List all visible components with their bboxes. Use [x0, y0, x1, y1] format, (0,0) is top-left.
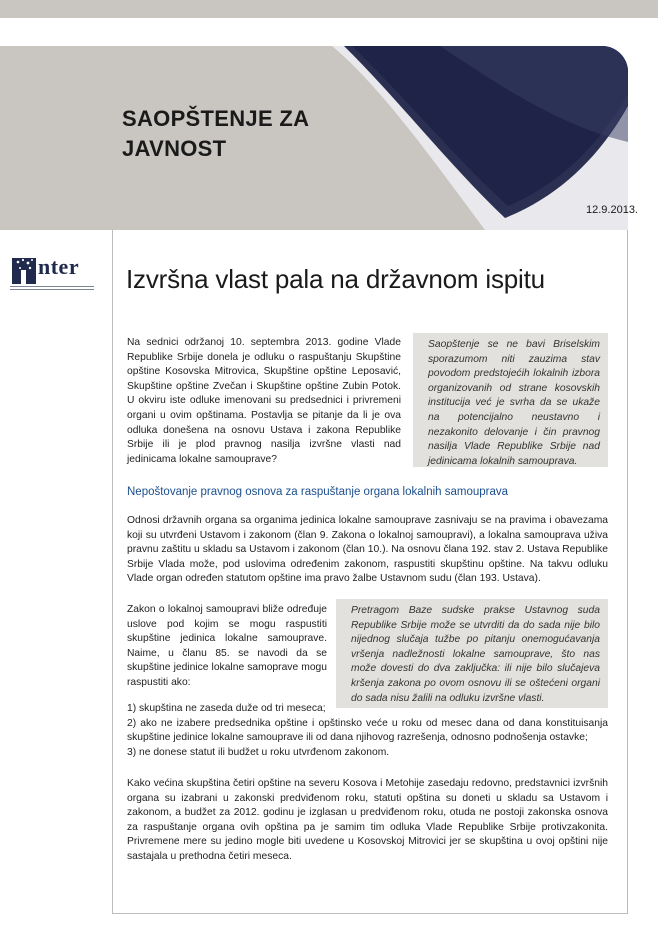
- conditions-list: [127, 702, 608, 760]
- list-item: 1) skupština ne zaseda duže od tri meseca;: [127, 703, 326, 714]
- list-item: 3) ne donese statut ili budžet u roku utvrđenom zakonom.: [127, 746, 390, 758]
- callout-box-case-law: Pretragom Baze sudske prakse Ustavnog suda Republike Srbije može se utvrditi da do sada nije bilo nijednog slučaja tužbe po pitanju onemogućavanja vršenja nadležnosti lokalne samouprave, što nas može dovesti do dva zaključka: ili nije bilo slučajeva kršenja zakona po ovom osnovu ili se oštećeni organi do sada nisu žalili na odluku izvršne vlasti.: [336, 599, 608, 708]
- list-item: 2) ako ne izabere predsednika opštine i opštinsko veće u roku od mesec dana od dana konstituisanja skupštine jedinice lokalne samouprave ili od dana njihovog razrešenja, odnosno podnošenja ostavke;: [127, 717, 608, 744]
- title-line-1: SAOPŠTENJE ZA: [122, 106, 310, 131]
- legal-basis-paragraph: Odnosi državnih organa sa organima jedinica lokalne samouprave zasnivaju se na pravima i obavezama koji su utvrđeni Ustavom i zakonom (član 9. Zakona o lokalnoj samoupravi), a lokalna samouprava uživa pravnu zaštitu u skladu sa Ustavom i zakonom (član 10.). Na osnovu člana 192. stav 2. Ustava Republike Srbije Vlada može, pod uslovima određenim zakonom, raspustiti skupštinu opštine. Na takvu odluku Vlade organ određen statutom opštine ima pravo žalbe Ustavnom sudu (član 193. Ustava).: [127, 515, 608, 585]
- conditions-intro-paragraph: Zakon o lokalnoj samoupravi bliže određuje uslove pod kojim se mogu raspustiti skupštine jedinica lokalne samouprave. Naime, u članu 85. se navodi da se skupštine jedinice lokalne samoprave mogu raspustiti ako:: [127, 604, 327, 688]
- document-type-title: [122, 104, 352, 164]
- title-line-2: JAVNOST: [122, 136, 227, 161]
- section-subheading: Nepoštovanje pravnog osnova za raspuštanje organa lokalnih samouprava: [127, 486, 509, 498]
- header-band: [0, 46, 628, 230]
- conclusion-paragraph: Kako većina skupština četiri opštine na severu Kosova i Metohije zasedaju redovno, predstavnici izvršnih organa su izabrani u zakonski predviđenom roku, statuti opština su doneti u skladu sa Ustavom i zakonom, a budžet za 2012. godinu je izglasan u predviđenom roku, otuda ne postoji zakonska osnova za raspuštanje organa ovih opština pa je samim tim odluka Vlade Republike Srbije protivzakonita. Privremene mere su jedino mogle biti uvedene u Kosovskoj Mitrovici jer se skupština u ovoj opštini nije sastajala u prethodna četiri meseca.: [127, 778, 608, 862]
- publication-date: 12.9.2013.: [586, 204, 638, 216]
- article-headline: Izvršna vlast pala na državnom ispitu: [126, 264, 545, 294]
- inter-logo: [10, 252, 94, 296]
- logo-wordmark: nter: [38, 254, 80, 279]
- callout-box-disclaimer: Saopštenje se ne bavi Briselskim sporazumom niti zauzima stav povodom predstojećih lokalnih izbora organizovanih od strane kosovskih institucija već je svrha da se ukaže na potencijalno neustavno i nezakonito delovanje i čin pravnog nasilja Vlade Republike Srbije nad jedinicama lokalnih samouprava.: [413, 333, 608, 467]
- logo-tagline-rule: [10, 286, 94, 290]
- top-bar: [0, 0, 658, 18]
- intro-paragraph: Na sednici održanoj 10. septembra 2013. godine Vlade Republike Srbije donela je odluku o raspuštanju Skupštine opštine Kosovska Mitrovica, Skupštine opštine Leposavić, Skupštine opštine Zvečan i Skupštine opštine Zubin Potok. U okviru iste odluke imenovani su predsednici i privremeni organi u ovim opštinama. Postavlja se pitanje da li je ova odluka donešena na osnovu Ustava i zakona Republike Srbije ili je plod pravnog nasilja izvršne vlasti nad jedinicama lokalne samouprave?: [127, 337, 401, 465]
